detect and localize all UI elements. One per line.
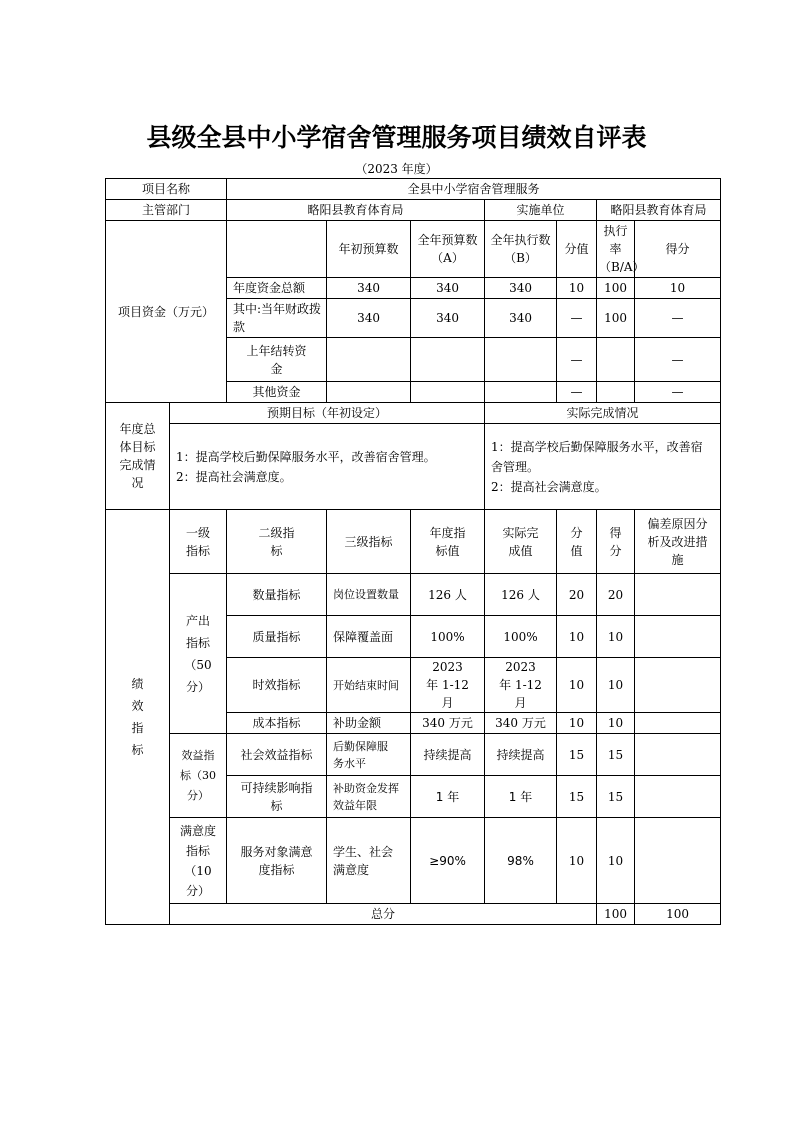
ind-level2: 可持续影响指标	[227, 776, 327, 818]
goals-actual-header: 实际完成情况	[485, 403, 721, 424]
ind-level1: 产出指标（50分）	[170, 574, 227, 734]
dept-label: 主管部门	[106, 200, 227, 221]
funds-header-annual: 全年预算数（A）	[411, 221, 485, 278]
ind-header-level3: 三级指标	[327, 510, 411, 574]
funds-row-score: 10	[635, 278, 721, 299]
ind-target: 126 人	[411, 574, 485, 616]
funds-row-annual	[411, 382, 485, 403]
ind-actual: 1 年	[485, 776, 557, 818]
project-name-label: 项目名称	[106, 179, 227, 200]
funds-row-initial: 340	[327, 278, 411, 299]
ind-note	[635, 734, 721, 776]
funds-row-initial: 340	[327, 299, 411, 338]
goals-label: 年度总体目标完成情况	[106, 403, 170, 510]
indicator-row	[106, 574, 721, 616]
funds-row-rate: 100	[597, 299, 635, 338]
funds-row-executed	[485, 382, 557, 403]
ind-score-value: 20	[557, 574, 597, 616]
ind-target: ≥90%	[411, 818, 485, 904]
page-subtitle: （2023 年度）	[355, 162, 438, 176]
ind-level3: 补助金额	[327, 713, 411, 734]
funds-row-name: 其他资金	[227, 382, 327, 403]
ind-note	[635, 818, 721, 904]
funds-row-executed: 340	[485, 278, 557, 299]
ind-header-actual: 实际完成值	[485, 510, 557, 574]
ind-score-value: 10	[557, 818, 597, 904]
ind-target: 2023 年 1-12 月	[411, 658, 485, 713]
funds-row-initial	[327, 382, 411, 403]
ind-note	[635, 658, 721, 713]
goals-expected-item: 1：提高学校后勤保障服务水平，改善宿舍管理。	[176, 449, 436, 464]
total-score-value: 100	[597, 904, 635, 925]
ind-target: 340 万元	[411, 713, 485, 734]
funds-row-score-value: 10	[557, 278, 597, 299]
ind-level3: 学生、社会满意度	[327, 818, 411, 904]
goals-actual-item: 2：提高社会满意度。	[491, 479, 607, 494]
ind-score-value: 15	[557, 776, 597, 818]
funds-row-score: —	[635, 299, 721, 338]
ind-level2: 数量指标	[227, 574, 327, 616]
ind-level2: 成本指标	[227, 713, 327, 734]
funds-row-initial	[327, 338, 411, 382]
ind-header-level1: 一级指标	[170, 510, 227, 574]
project-name-value: 全县中小学宿舍管理服务	[227, 179, 721, 200]
ind-actual: 98%	[485, 818, 557, 904]
funds-header-blank	[227, 221, 327, 278]
funds-row-score: —	[635, 382, 721, 403]
funds-row-score-value: —	[557, 299, 597, 338]
ind-header-score-value: 分值	[557, 510, 597, 574]
ind-level2: 质量指标	[227, 616, 327, 658]
ind-note	[635, 776, 721, 818]
ind-level2: 服务对象满意度指标	[227, 818, 327, 904]
funds-row-name: 上年结转资金	[227, 338, 327, 382]
ind-score: 10	[597, 658, 635, 713]
ind-score-value: 10	[557, 658, 597, 713]
ind-score-value: 10	[557, 713, 597, 734]
funds-label: 项目资金（万元）	[106, 221, 227, 403]
ind-score-value: 10	[557, 616, 597, 658]
funds-row-name: 年度资金总额	[227, 278, 327, 299]
funds-row-score-value: —	[557, 338, 597, 382]
ind-target: 1 年	[411, 776, 485, 818]
ind-score: 15	[597, 776, 635, 818]
impl-label: 实施单位	[485, 200, 597, 221]
funds-header-rate: 执行率（B/A）	[597, 221, 635, 278]
ind-level3: 后勤保障服务水平	[327, 734, 411, 776]
goals-expected	[170, 424, 485, 510]
indicators-label: 绩效指标	[106, 510, 170, 925]
funds-row-rate	[597, 382, 635, 403]
funds-row-score-value: —	[557, 382, 597, 403]
ind-level3: 开始结束时间	[327, 658, 411, 713]
ind-actual: 100%	[485, 616, 557, 658]
funds-row-score: —	[635, 338, 721, 382]
impl-value: 略阳县教育体育局	[597, 200, 721, 221]
ind-score: 10	[597, 616, 635, 658]
evaluation-table	[105, 178, 721, 925]
ind-score: 10	[597, 713, 635, 734]
ind-actual: 2023 年 1-12 月	[485, 658, 557, 713]
indicator-row	[106, 734, 721, 776]
ind-note	[635, 574, 721, 616]
ind-score: 10	[597, 818, 635, 904]
funds-row-name: 其中:当年财政拨款	[227, 299, 327, 338]
ind-level2: 时效指标	[227, 658, 327, 713]
funds-row-rate	[597, 338, 635, 382]
ind-level3: 岗位设置数量	[327, 574, 411, 616]
ind-header-note: 偏差原因分析及改进措施	[635, 510, 721, 574]
total-score: 100	[635, 904, 721, 925]
ind-note	[635, 616, 721, 658]
ind-level1: 满意度指标（10分）	[170, 818, 227, 904]
goals-actual	[485, 424, 721, 510]
funds-header-score-value: 分值	[557, 221, 597, 278]
ind-target: 100%	[411, 616, 485, 658]
goals-expected-item: 2：提高社会满意度。	[176, 469, 292, 484]
ind-actual: 340 万元	[485, 713, 557, 734]
ind-level1: 效益指标（30分）	[170, 734, 227, 818]
ind-level3: 补助资金发挥效益年限	[327, 776, 411, 818]
funds-row-annual	[411, 338, 485, 382]
goals-actual-item: 1：提高学校后勤保障服务水平，改善宿舍管理。	[491, 439, 703, 474]
funds-row-annual: 340	[411, 299, 485, 338]
ind-header-score: 得分	[597, 510, 635, 574]
ind-header-level2: 二级指标	[227, 510, 327, 574]
ind-score: 15	[597, 734, 635, 776]
ind-score: 20	[597, 574, 635, 616]
funds-header-executed: 全年执行数（B）	[485, 221, 557, 278]
ind-level2: 社会效益指标	[227, 734, 327, 776]
ind-score-value: 15	[557, 734, 597, 776]
ind-header-target: 年度指标值	[411, 510, 485, 574]
funds-row-annual: 340	[411, 278, 485, 299]
ind-actual: 持续提高	[485, 734, 557, 776]
funds-row-executed	[485, 338, 557, 382]
ind-level3: 保障覆盖面	[327, 616, 411, 658]
page-title: 县级全县中小学宿舍管理服务项目绩效自评表	[146, 123, 647, 152]
goals-expected-header: 预期目标（年初设定）	[170, 403, 485, 424]
dept-value: 略阳县教育体育局	[227, 200, 485, 221]
ind-target: 持续提高	[411, 734, 485, 776]
indicator-row	[106, 818, 721, 904]
funds-row-rate: 100	[597, 278, 635, 299]
ind-actual: 126 人	[485, 574, 557, 616]
funds-header-initial: 年初预算数	[327, 221, 411, 278]
ind-note	[635, 713, 721, 734]
funds-row-executed: 340	[485, 299, 557, 338]
funds-header-score: 得分	[635, 221, 721, 278]
total-label: 总分	[170, 904, 597, 925]
